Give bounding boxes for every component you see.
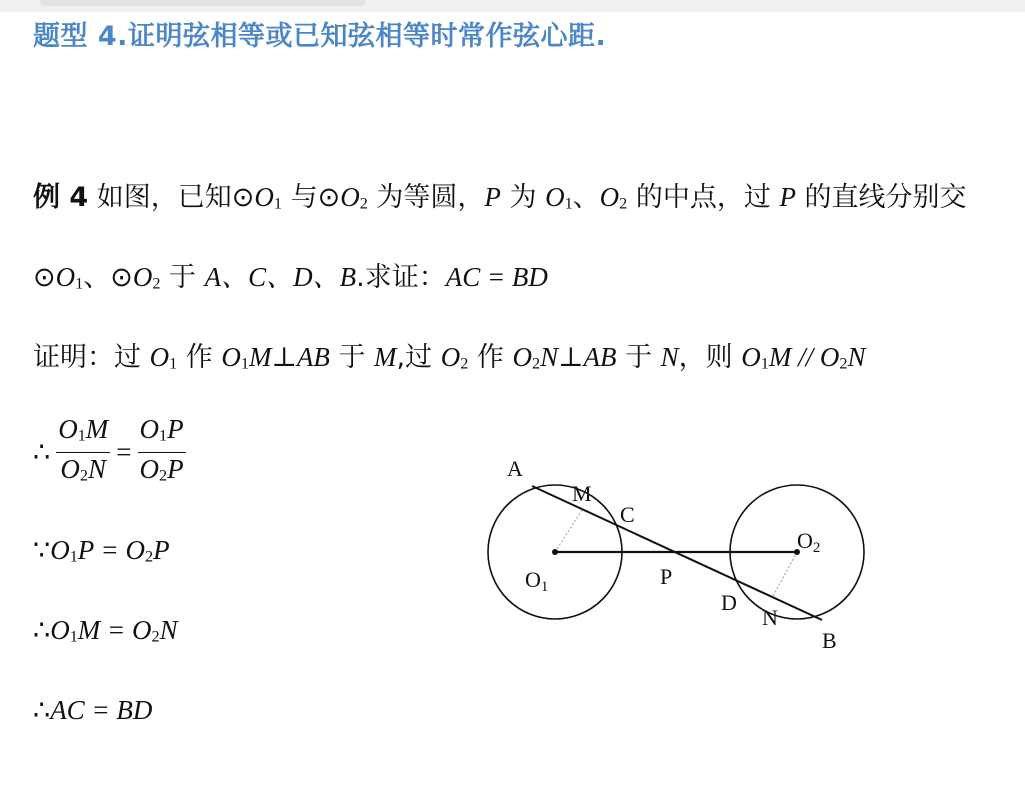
var-O: O [132, 615, 152, 645]
fraction-right [138, 413, 186, 491]
var-O: O [221, 342, 241, 372]
label-N: N [762, 605, 778, 630]
perpendicular-O1M [555, 510, 582, 552]
var-O: O [125, 535, 146, 565]
var-O: O [139, 453, 160, 484]
proof-line [33, 335, 865, 374]
subscript: 2 [531, 354, 541, 373]
label-O2-sub: 2 [812, 540, 821, 556]
numerator [56, 413, 110, 451]
var-O: O [149, 342, 170, 372]
var-N: N [660, 342, 679, 372]
subscript: 1 [159, 426, 168, 445]
label-D: D [721, 590, 737, 615]
subscript: 2 [460, 354, 469, 373]
label-O2 [797, 528, 820, 556]
points-list: A、C、D、B [204, 262, 357, 292]
center-O1-dot [552, 549, 558, 555]
text: 如图，已知⊙ [88, 182, 255, 213]
text: 作 [468, 342, 513, 373]
perpendicular-O2N [772, 552, 797, 598]
var-N: N [159, 615, 178, 645]
browser-top-bar [0, 0, 1025, 12]
subscript: 2 [79, 465, 89, 484]
text: .求证： [356, 262, 446, 293]
var-O: O [819, 342, 840, 372]
subscript: 2 [152, 274, 161, 293]
subscript: 1 [169, 354, 178, 373]
var-O: O [60, 453, 80, 484]
section-heading: 题型 4.证明弦相等或已知弦相等时常作弦心距. [33, 21, 607, 52]
example-statement-line-2 [33, 255, 548, 294]
example-label: 例 4 [33, 182, 89, 213]
text: 、⊙ [83, 262, 133, 293]
subscript: 1 [273, 194, 282, 213]
text: 为等圆， [367, 182, 485, 213]
var-O: O [545, 182, 565, 212]
subscript: 2 [619, 194, 628, 213]
var-O: O [58, 414, 78, 445]
var-O: O [599, 182, 620, 212]
subscript: 1 [69, 547, 78, 566]
perp-symbol: ⊥ [271, 342, 297, 372]
var-M: M [374, 342, 397, 372]
therefore-line-2 [33, 695, 152, 726]
text: 作 [177, 342, 222, 373]
var-O: O [340, 182, 360, 212]
label-C: C [620, 502, 635, 527]
label-M: M [572, 481, 592, 506]
var-O: O [512, 342, 532, 372]
var-O: O [50, 535, 70, 565]
var-P: P [484, 182, 501, 212]
var-O: O [254, 182, 274, 212]
var-O: O [139, 414, 160, 445]
var-P: P = [77, 535, 126, 565]
subscript: 1 [75, 274, 84, 293]
because-line [33, 535, 170, 566]
var-P: P [167, 453, 184, 484]
label-O1-sub: 1 [540, 579, 549, 595]
therefore-symbol: ∴ [33, 695, 51, 725]
label-O1-letter: O [525, 567, 541, 592]
label-O2-letter: O [797, 528, 813, 553]
subscript: 2 [145, 547, 154, 566]
var-O: O [440, 342, 461, 372]
text: 的中点，过 [627, 182, 780, 213]
subscript: 1 [240, 354, 249, 373]
var-M: M [85, 414, 109, 445]
label-O1 [525, 567, 548, 595]
therefore-line-1 [33, 615, 178, 646]
subscript: 1 [564, 194, 573, 213]
text: 为 [500, 182, 546, 213]
perp-symbol: ⊥ [558, 342, 584, 372]
geometry-diagram [470, 440, 890, 670]
denominator [138, 453, 186, 491]
var-AB: AB [296, 342, 330, 372]
var-N: N [88, 453, 107, 484]
var-P: P [153, 535, 170, 565]
numerator [138, 413, 186, 451]
subscript: 1 [69, 627, 78, 646]
var-P: P [167, 414, 184, 445]
text: 于 [616, 342, 661, 373]
to-prove-equation: AC = BD [445, 262, 548, 292]
var-O: O [55, 262, 76, 292]
var-N: N [540, 342, 559, 372]
text: 、 [572, 182, 600, 213]
example-statement-line-1 [33, 175, 967, 214]
subscript: 2 [159, 465, 168, 484]
var-M: M [248, 342, 272, 372]
subscript: 2 [839, 354, 848, 373]
text: ,过 [396, 342, 441, 373]
ratio-equation [33, 412, 192, 492]
denominator [58, 453, 108, 491]
fraction-left [56, 413, 110, 491]
text: ，则 [678, 342, 742, 373]
var-M: M [768, 342, 792, 372]
label-B: B [822, 628, 837, 653]
var-P: P [779, 182, 796, 212]
label-A: A [507, 456, 523, 481]
subscript: 2 [359, 194, 368, 213]
var-O: O [50, 615, 70, 645]
var-O: O [132, 262, 153, 292]
text: 于 [160, 262, 205, 293]
browser-tab[interactable] [40, 0, 365, 6]
therefore-symbol: ∴ [33, 436, 51, 467]
text: 于 [329, 342, 375, 373]
text: 的直线分别交 [795, 182, 967, 213]
label-P: P [660, 564, 673, 589]
equals-sign: = [116, 436, 132, 467]
text: 证明：过 [33, 342, 150, 373]
parallel-symbol: // [791, 342, 820, 372]
subscript: 1 [760, 354, 769, 373]
var-O: O [741, 342, 761, 372]
var-M: M = [77, 615, 132, 645]
subscript: 1 [77, 426, 86, 445]
var-AB: AB [583, 342, 617, 372]
conclusion-equation: AC = BD [50, 695, 153, 725]
because-symbol: ∵ [33, 535, 51, 565]
text: ⊙ [33, 262, 56, 293]
subscript: 2 [151, 627, 160, 646]
therefore-symbol: ∴ [33, 615, 51, 645]
text: 与⊙ [282, 182, 341, 213]
var-N: N [847, 342, 866, 372]
